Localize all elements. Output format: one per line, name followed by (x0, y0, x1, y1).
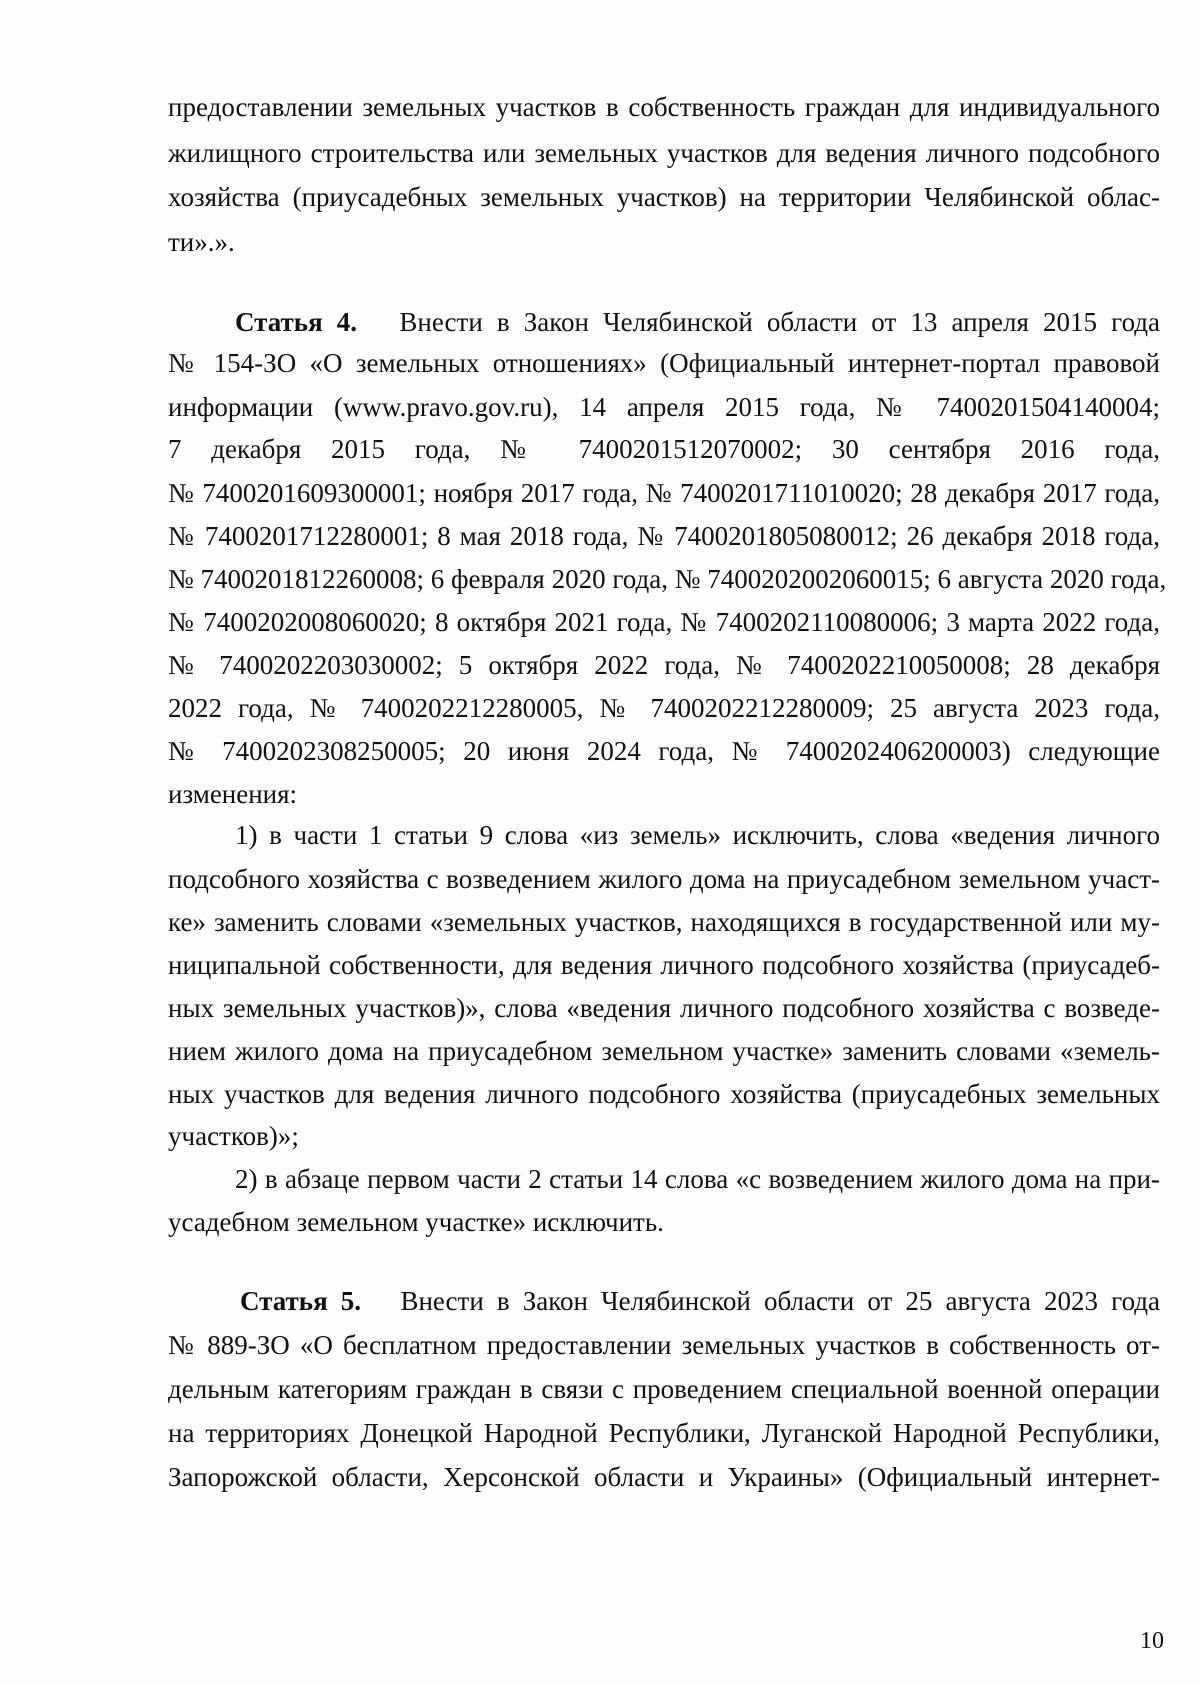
item1-line: ке» заменить словами «земельных участков, находящихся в государственной или му- (168, 907, 1160, 937)
article5-line: на территориях Донецкой Народной Республики, Луганской Народной Республики, (168, 1418, 1160, 1448)
article4-line: № 7400202203030002; 5 октября 2022 года, № 7400202210050008; 28 декабря (168, 650, 1160, 680)
article5-line: Запорожской области, Херсонской области и Украины» (Официальный интернет- (168, 1462, 1160, 1492)
intro-line-2: жилищного строительства или земельных участков для ведения личного подсобного (168, 138, 1160, 168)
article4-first-line-text: Внести в Закон Челябинской области от 13 апреля 2015 года (399, 307, 1161, 337)
article4-line: № 7400201712280001; 8 мая 2018 года, № 7400201805080012; 26 декабря 2018 года, (168, 521, 1160, 551)
item1-line: подсобного хозяйства с возведением жилого дома на приусадебном земельном участ- (168, 864, 1160, 894)
intro-line-4: ти».». (168, 227, 235, 257)
article4-line: № 7400202008060020; 8 октября 2021 года, № 7400202110080006; 3 марта 2022 года, (168, 607, 1160, 637)
article4-line: информации (www.pravo.gov.ru), 14 апреля 2015 года, № 7400201504140004; (168, 392, 1160, 422)
article4-first-line (235, 305, 1160, 339)
article4-line: № 7400201812260008; 6 февраля 2020 года, № 7400202002060015; 6 августа 2020 года, (168, 564, 1167, 594)
intro-line-1: предоставлении земельных участков в собственность граждан для индивидуального (168, 92, 1160, 122)
intro-line-3: хозяйства (приусадебных земельных участков) на территории Челябинской облас- (168, 182, 1160, 212)
item1-line: ных участков для ведения личного подсобного хозяйства (приусадебных земельных (168, 1079, 1160, 1109)
article5-first-line-text: Внести в Закон Челябинской области от 25 августа 2023 года (400, 1286, 1161, 1316)
page-number: 10 (1140, 1628, 1164, 1654)
article4-line: 2022 года, № 7400202212280005, № 7400202212280009; 25 августа 2023 года, (168, 693, 1160, 723)
item1-line: ниципальной собственности, для ведения личного подсобного хозяйства (приусадеб- (168, 950, 1160, 980)
article5-first-line (240, 1284, 1160, 1318)
item2-line: усадебном земельном участке» исключить. (168, 1207, 664, 1237)
item1-line: ных земельных участков)», слова «ведения личного подсобного хозяйства с возведе- (168, 993, 1160, 1023)
article5-line: № 889-ЗО «О бесплатном предоставлении земельных участков в собственность от- (168, 1330, 1160, 1360)
article4-line: № 154-ЗО «О земельных отношениях» (Официальный интернет-портал правовой (168, 348, 1160, 378)
item1-line: участков)»; (168, 1121, 299, 1151)
item2-line: 2) в абзаце первом части 2 статьи 14 слова «с возведением жилого дома на при- (235, 1164, 1160, 1194)
article5-line: дельным категориям граждан в связи с проведением специальной военной операции (168, 1374, 1160, 1404)
item1-line: 1) в части 1 статьи 9 слова «из земель» исключить, слова «ведения личного (235, 820, 1160, 850)
item1-line: нием жилого дома на приусадебном земельном участке» заменить словами «земель- (168, 1036, 1160, 1066)
article4-line: изменения: (168, 779, 298, 809)
article5-heading: Статья 5. (240, 1286, 362, 1316)
article4-line: № 7400202308250005; 20 июня 2024 года, № 7400202406200003) следующие (168, 736, 1160, 766)
article4-line: № 7400201609300001; ноября 2017 года, № 7400201711010020; 28 декабря 2017 года, (168, 478, 1160, 508)
article4-line: 7 декабря 2015 года, № 7400201512070002; 30 сентября 2016 года, (168, 434, 1160, 464)
article4-heading: Статья 4. (235, 307, 358, 337)
